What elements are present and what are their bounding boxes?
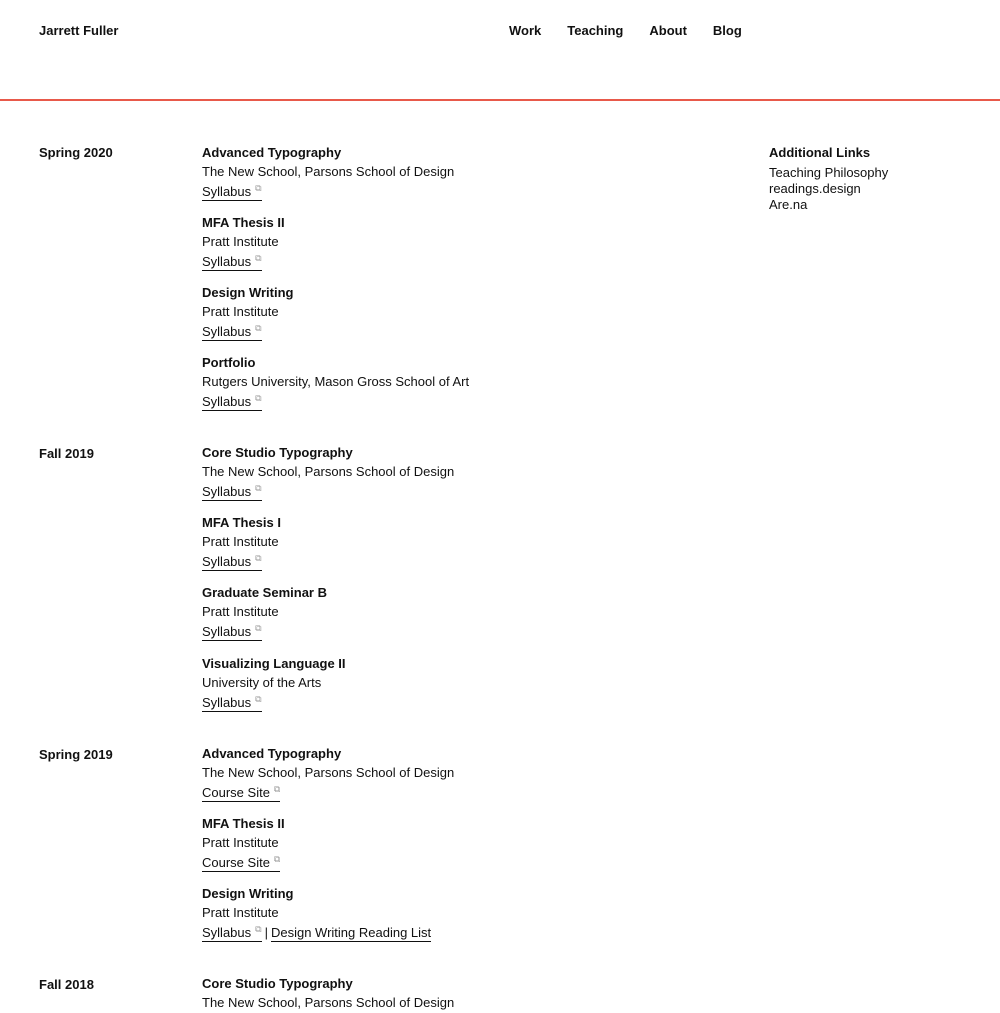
course-item [202, 814, 702, 872]
nav-about[interactable]: About [649, 23, 687, 38]
course-item [202, 353, 702, 411]
course-title: MFA Thesis I [202, 515, 281, 530]
course-school: The New School, Parsons School of Design [202, 995, 455, 1010]
course-item [202, 654, 702, 712]
syllabus-link[interactable]: Syllabus ⧉ [202, 924, 262, 940]
course-school: Pratt Institute [202, 304, 279, 319]
term-label: Spring 2020 [39, 145, 113, 160]
course-item [202, 583, 702, 641]
course-item [202, 974, 702, 1013]
course-title: Design Writing [202, 886, 294, 901]
course-title: MFA Thesis II [202, 215, 285, 230]
course-school: Pratt Institute [202, 234, 279, 249]
additional-links-title: Additional Links [769, 145, 871, 160]
course-school: Pratt Institute [202, 835, 279, 850]
course-item [202, 443, 702, 501]
course-school: Pratt Institute [202, 905, 279, 920]
term-label: Fall 2019 [39, 446, 94, 461]
course-title: Core Studio Typography [202, 445, 353, 460]
readings-design-link[interactable]: readings.design [769, 181, 861, 196]
site-header [0, 0, 1000, 101]
course-school: Rutgers University, Mason Gross School of Art [202, 374, 470, 389]
course-item [202, 143, 702, 201]
course-title: MFA Thesis II [202, 816, 285, 831]
course-title: Design Writing [202, 285, 294, 300]
syllabus-link[interactable]: Syllabus ⧉ [202, 183, 262, 199]
external-link-icon: ⧉ [255, 623, 262, 633]
external-link-icon: ⧉ [255, 924, 262, 934]
course-item [202, 213, 702, 271]
course-school: University of the Arts [202, 675, 322, 690]
reading-list-link[interactable]: Design Writing Reading List [270, 925, 432, 940]
course-title: Advanced Typography [202, 145, 342, 160]
syllabus-link[interactable]: Syllabus ⧉ [202, 253, 262, 269]
course-title: Visualizing Language II [202, 656, 346, 671]
course-title: Portfolio [202, 355, 256, 370]
nav-teaching[interactable]: Teaching [567, 23, 624, 38]
syllabus-link[interactable]: Syllabus ⧉ [202, 553, 262, 569]
course-school: Pratt Institute [202, 604, 279, 619]
syllabus-link[interactable]: Syllabus ⧉ [202, 694, 262, 710]
term-label: Spring 2019 [39, 747, 113, 762]
course-school: Pratt Institute [202, 534, 279, 549]
external-link-icon: ⧉ [273, 784, 281, 794]
external-link-icon: ⧉ [273, 854, 281, 864]
course-item [202, 513, 702, 571]
course-item [202, 283, 702, 341]
nav-work[interactable]: Work [509, 23, 542, 38]
syllabus-link[interactable]: Syllabus ⧉ [202, 623, 262, 639]
syllabus-link[interactable]: Syllabus ⧉ [202, 323, 262, 339]
course-site-link[interactable]: Course Site ⧉ [202, 784, 281, 800]
arena-link[interactable]: Are.na [769, 197, 808, 212]
course-item [202, 744, 702, 802]
nav-blog[interactable]: Blog [712, 23, 742, 38]
course-title: Core Studio Typography [202, 976, 353, 991]
course-school: The New School, Parsons School of Design [202, 765, 455, 780]
course-title: Graduate Seminar B [202, 585, 327, 600]
link-separator: | [264, 925, 268, 940]
syllabus-link[interactable]: Syllabus ⧉ [202, 483, 262, 499]
external-link-icon: ⧉ [255, 393, 262, 403]
external-link-icon: ⧉ [255, 253, 262, 263]
external-link-icon: ⧉ [255, 483, 262, 493]
course-school: The New School, Parsons School of Design [202, 464, 455, 479]
external-link-icon: ⧉ [255, 183, 262, 193]
syllabus-link[interactable]: Syllabus ⧉ [202, 393, 262, 409]
term-label: Fall 2018 [39, 977, 94, 992]
course-title: Advanced Typography [202, 746, 342, 761]
external-link-icon: ⧉ [255, 694, 262, 704]
course-school: The New School, Parsons School of Design [202, 164, 455, 179]
course-site-link[interactable]: Course Site ⧉ [202, 854, 281, 870]
additional-links [769, 145, 969, 213]
teaching-philosophy-link[interactable]: Teaching Philosophy [769, 165, 889, 180]
course-item [202, 884, 702, 942]
main-nav [509, 23, 742, 38]
external-link-icon: ⧉ [255, 553, 262, 563]
site-name-link[interactable]: Jarrett Fuller [39, 23, 119, 38]
external-link-icon: ⧉ [255, 323, 262, 333]
